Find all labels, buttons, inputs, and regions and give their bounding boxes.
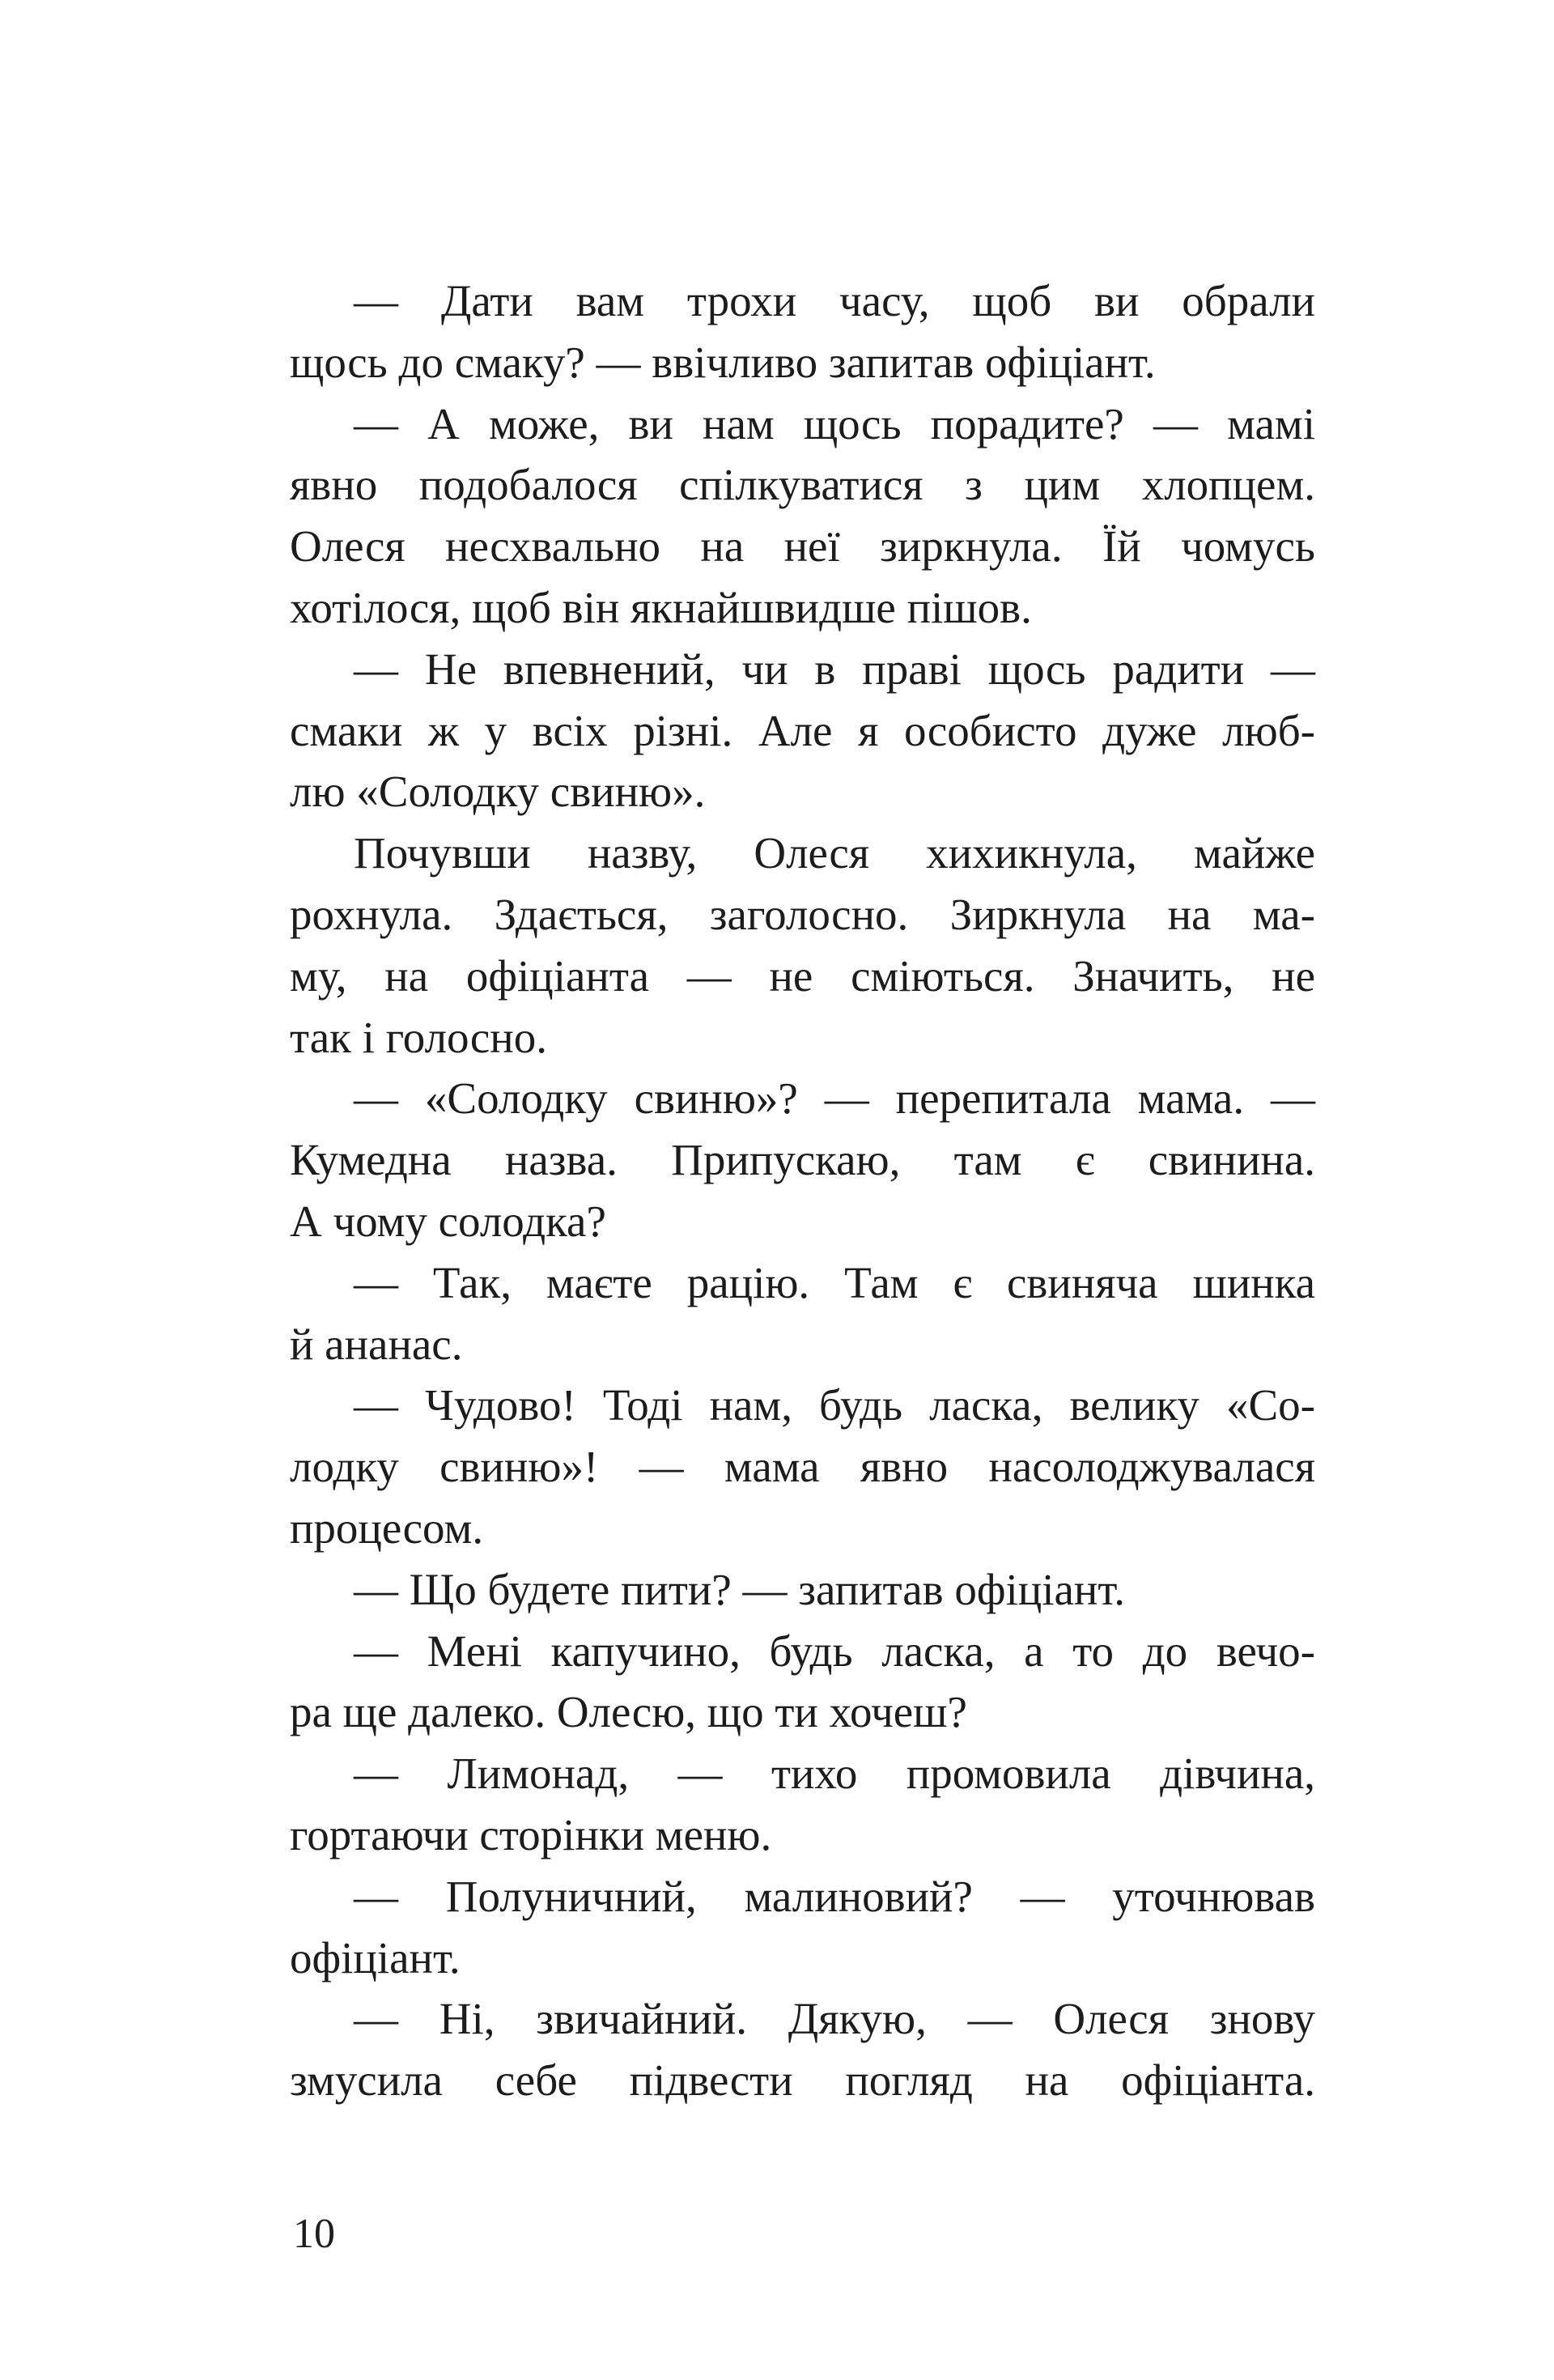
text-line: — Мені капучино, будь ласка, а то до вечо- — [354, 1626, 1315, 1676]
text-line: — Полуничний, малиновий? — уточнював — [354, 1871, 1315, 1921]
paragraph — [290, 822, 1315, 1068]
text-line: лодку свиню»! — мама явно насолоджувалася — [290, 1442, 1315, 1492]
text-line: Кумедна назва. Припускаю, там є свинина. — [290, 1135, 1315, 1185]
paragraph — [290, 1068, 1315, 1252]
text-line: Олеся несхвально на неї зиркнула. Їй чомусь — [290, 521, 1315, 572]
text-line: ра ще далеко. Олесю, що ти хочеш? — [290, 1687, 967, 1737]
text-line: лю «Солодку свиню». — [290, 767, 706, 817]
paragraph — [290, 1743, 1315, 1866]
paragraph — [290, 1988, 1315, 2111]
text-line: — Лимонад, — тихо промовила дівчина, — [354, 1749, 1315, 1799]
text-line: гортаючи сторінки меню. — [290, 1809, 772, 1859]
paragraph — [290, 1621, 1315, 1744]
text-line: процесом. — [290, 1502, 484, 1553]
paragraph — [290, 270, 1315, 393]
text-line: — Ні, звичайний. Дякую, — Олеся знову — [354, 1994, 1315, 2044]
text-line: хотілося, щоб він якнайшвидше пішов. — [290, 582, 1032, 632]
text-line: й ананас. — [290, 1319, 463, 1369]
text-line: — «Солодку свиню»? — перепитала мама. — — [354, 1073, 1315, 1124]
paragraph — [290, 1375, 1315, 1558]
paragraph — [290, 1866, 1315, 1989]
text-line: смаки ж у всіх різні. Але я особисто дуже люб- — [290, 705, 1315, 755]
text-line: му, на офіціанта — не сміються. Значить, не — [290, 950, 1315, 1001]
body-text — [290, 270, 1315, 2111]
text-line: щось до смаку? — ввічливо запитав офіціант. — [290, 337, 1156, 387]
text-line: — Так, маєте рацію. Там є свиняча шинка — [354, 1257, 1315, 1307]
text-line: А чому солодка? — [290, 1196, 606, 1246]
text-line: — Не впевнений, чи в праві щось радити — — [354, 644, 1315, 694]
text-line: — Дати вам трохи часу, щоб ви обрали — [354, 276, 1315, 325]
text-line: Почувши назву, Олеся хихикнула, майже — [354, 828, 1315, 878]
paragraph — [290, 639, 1315, 822]
text-line: змусила себе підвести погляд на офіціанта. — [290, 2055, 1315, 2106]
paragraph — [290, 1559, 1315, 1621]
page-number: 10 — [293, 2211, 335, 2257]
text-line: офіціант. — [290, 1932, 461, 1983]
paragraph — [290, 1252, 1315, 1375]
text-line: рохнула. Здається, заголосно. Зиркнула на ма- — [290, 889, 1315, 939]
text-line: — Що будете пити? — запитав офіціант. — [354, 1564, 1125, 1614]
text-line: так і голосно. — [290, 1012, 547, 1062]
paragraph — [290, 393, 1315, 639]
text-line: — Чудово! Тоді нам, будь ласка, велику «Со- — [354, 1380, 1315, 1430]
text-line: — А може, ви нам щось порадите? — мамі — [354, 398, 1315, 448]
text-line: явно подобалося спілкуватися з цим хлопцем. — [290, 460, 1315, 510]
